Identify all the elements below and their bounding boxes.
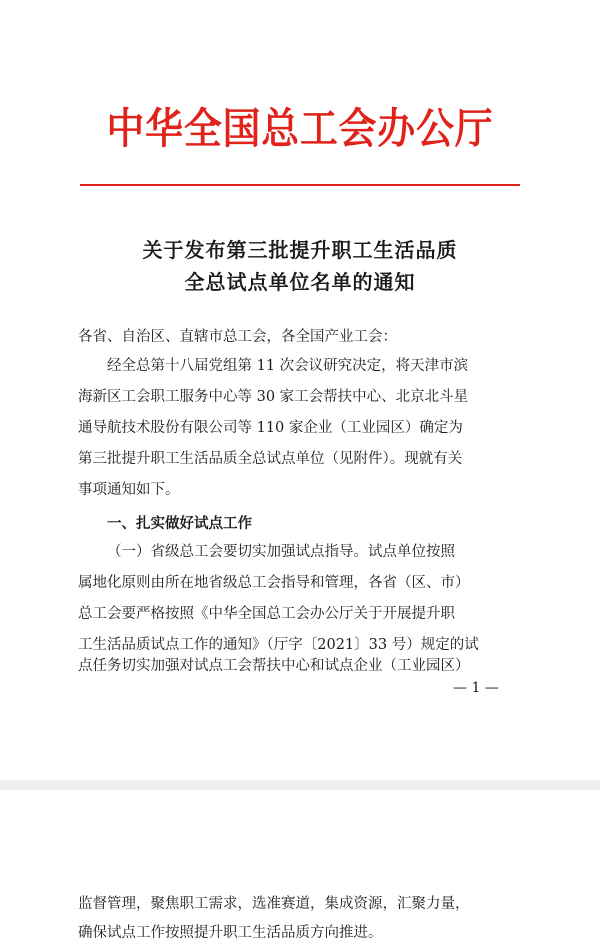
paragraph-1-line-4: 第三批提升职工生活品质全总试点单位（见附件）。现就有关 [78, 451, 463, 467]
paragraph-2-line-3: 总工会要严格按照《中华全国总工会办公厅关于开展提升职 [78, 606, 455, 622]
document-title-line-1: 关于发布第三批提升职工生活品质 [142, 238, 458, 262]
page-number: — 1 — [453, 680, 499, 696]
paragraph-1-line-3: 通导航技术股份有限公司等 110 家企业（工业园区）确定为 [78, 420, 463, 436]
document-page-2 [0, 790, 600, 949]
page-2-line-2: 确保试点工作按照提升职工生活品质方向推进。 [78, 925, 383, 941]
paragraph-1-line-5: 事项通知如下。 [78, 482, 180, 498]
paragraph-1-line-1: 经全总第十八届党组第 11 次会议研究决定，将天津市滨 [107, 358, 469, 374]
issuer-red-header: 中华全国总工会办公厅 [106, 104, 494, 153]
page-2-line-1: 监督管理，聚焦职工需求，选准赛道，集成资源，汇聚力量， [78, 896, 470, 912]
section-1-heading: 一、扎实做好试点工作 [107, 515, 252, 532]
document-title-line-2: 全总试点单位名单的通知 [184, 270, 416, 294]
salutation: 各省、自治区、直辖市总工会，各全国产业工会： [78, 329, 397, 345]
red-divider-line [80, 184, 520, 186]
paragraph-2-line-5: 点任务切实加强对试点工会帮扶中心和试点企业（工业园区） [78, 658, 470, 674]
paragraph-1-line-2: 海新区工会职工服务中心等 30 家工会帮扶中心、北京北斗星 [78, 389, 469, 405]
paragraph-2-line-1: （一）省级总工会要切实加强试点指导。试点单位按照 [107, 544, 455, 560]
paragraph-2-line-2: 属地化原则由所在地省级总工会指导和管理，各省（区、市） [78, 575, 470, 591]
paragraph-2-line-4: 工生活品质试点工作的通知》（厅字〔2021〕33 号）规定的试 [78, 637, 479, 653]
